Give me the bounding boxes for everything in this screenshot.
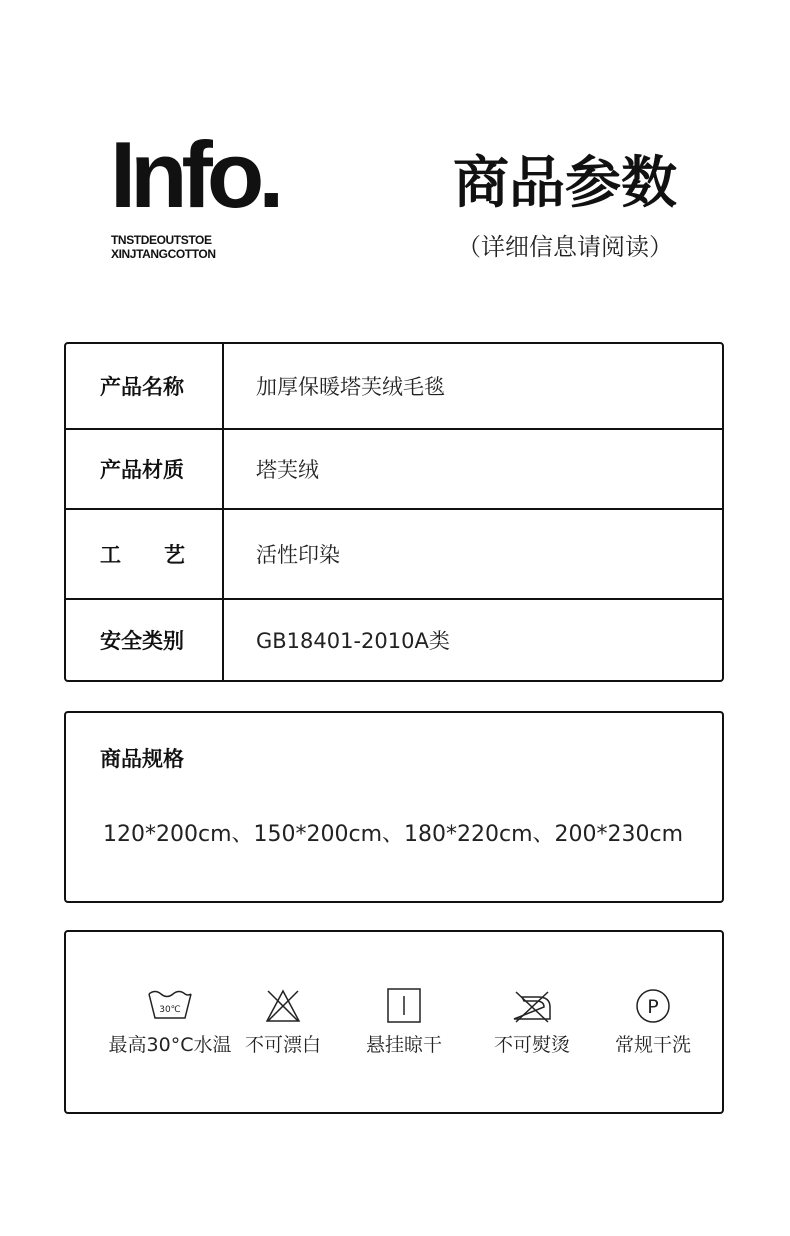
svg-text:P: P: [647, 996, 659, 1018]
care-item: [213, 988, 353, 1057]
param-value-craft: 活性印染: [256, 543, 340, 567]
care-label-dryclean: 常规干洗: [614, 1034, 691, 1056]
care-label-bleach: 不可漂白: [244, 1034, 321, 1056]
care-label-dry: 悬挂晾干: [365, 1034, 442, 1056]
spec-sizes: 120*200cm、150*200cm、180*220cm、200*230cm: [103, 822, 684, 847]
table-row: [66, 430, 722, 508]
no-bleach-icon: [259, 988, 307, 1024]
care-label-iron: 不可熨烫: [493, 1034, 570, 1056]
param-value-safety: GB18401-2010A类: [256, 629, 450, 653]
param-label-craft: 工艺: [100, 543, 228, 567]
page-subtitle: （详细信息请阅读）: [457, 233, 673, 261]
care-instructions-box: [64, 930, 724, 1114]
wash-30-icon: [146, 988, 194, 1024]
param-label-name: 产品名称: [100, 375, 184, 399]
brand-tagline: [111, 233, 216, 261]
page-title: 商品参数: [453, 151, 677, 216]
product-spec-box: [64, 711, 724, 903]
dry-clean-p-icon: [629, 988, 677, 1024]
svg-text:30℃: 30℃: [159, 1005, 181, 1015]
param-label-safety: 安全类别: [100, 629, 184, 653]
table-row: [66, 600, 722, 680]
no-iron-icon: [508, 988, 556, 1024]
care-item: [334, 988, 474, 1057]
care-label-wash: 最高30°C水温: [108, 1034, 232, 1056]
table-row: [66, 510, 722, 598]
care-item: [462, 988, 602, 1057]
param-label-material: 产品材质: [100, 458, 184, 482]
hang-dry-icon: [380, 988, 428, 1024]
table-row: [66, 344, 722, 428]
brand-tagline-line2: XINJTANGCOTTON: [111, 247, 216, 261]
param-value-material: 塔芙绒: [256, 458, 319, 482]
product-params-table: [64, 342, 724, 682]
brand-tagline-line1: TNSTDEOUTSTOE: [111, 233, 212, 247]
brand-logo: Info.: [110, 122, 279, 227]
spec-title: 商品规格: [100, 747, 184, 771]
care-item: [583, 988, 723, 1057]
param-value-name: 加厚保暖塔芙绒毛毯: [256, 375, 445, 399]
